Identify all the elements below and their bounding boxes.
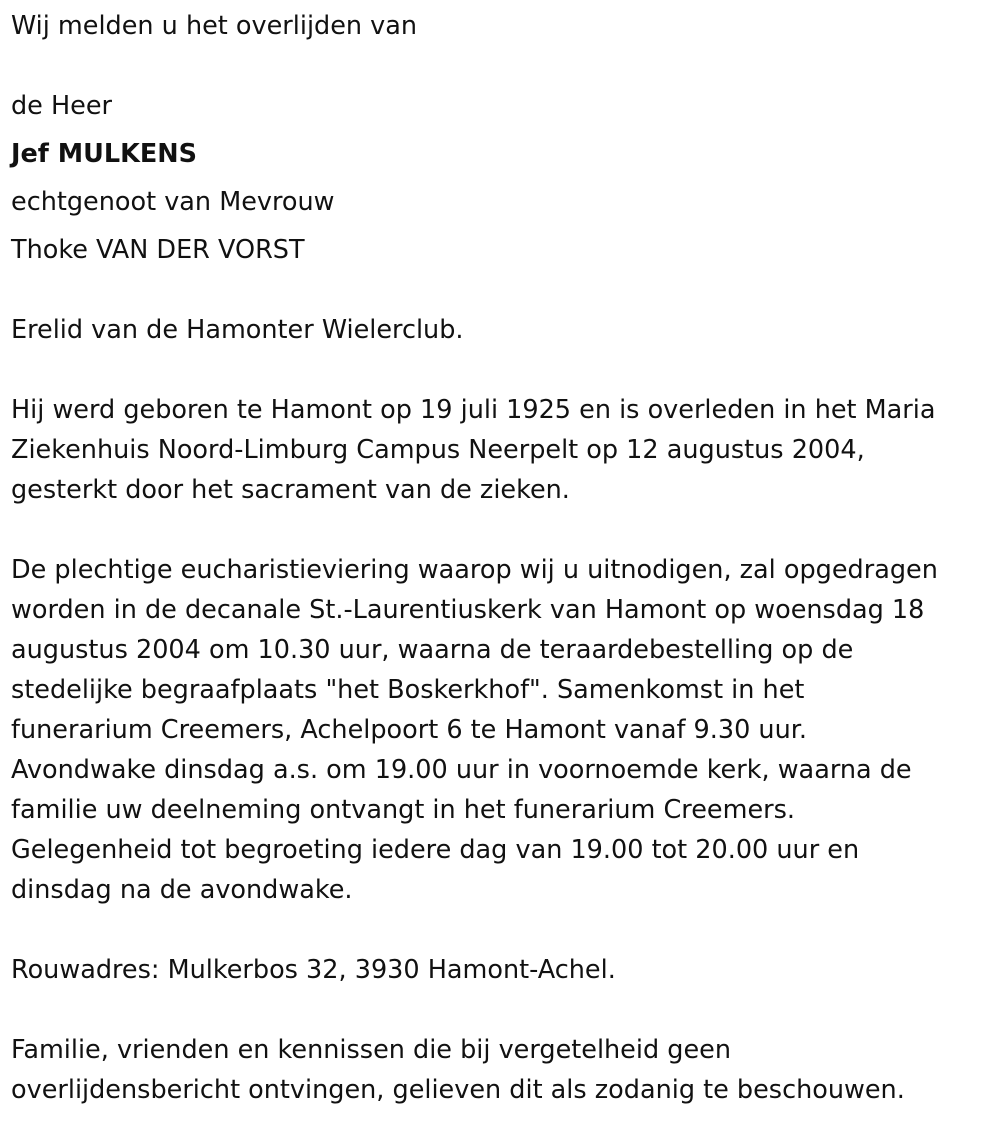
- closing-paragraph: [11, 1030, 991, 1110]
- ceremony-paragraph: [11, 550, 991, 910]
- deceased-name: Jef MULKENS: [11, 139, 197, 169]
- spouse-line-2: Thoke VAN DER VORST: [11, 235, 305, 265]
- paragraph-line: Familie, vrienden en kennissen die bij vergetelheid geen: [11, 1035, 731, 1065]
- paragraph-line: dinsdag na de avondwake.: [11, 875, 353, 905]
- honorary-membership: Erelid van de Hamonter Wielerclub.: [11, 315, 464, 345]
- birth-death-paragraph: [11, 390, 991, 510]
- paragraph-line: Avondwake dinsdag a.s. om 19.00 uur in voornoemde kerk, waarna de: [11, 755, 912, 785]
- paragraph-line: gesterkt door het sacrament van de zieken.: [11, 475, 570, 505]
- paragraph-line: augustus 2004 om 10.30 uur, waarna de teraardebestelling op de: [11, 635, 854, 665]
- paragraph-line: overlijdensbericht ontvingen, gelieven dit als zodanig te beschouwen.: [11, 1075, 905, 1105]
- spouse-line-1: echtgenoot van Mevrouw: [11, 187, 335, 217]
- paragraph-line: Hij werd geboren te Hamont op 19 juli 1925 en is overleden in het Maria: [11, 395, 936, 425]
- paragraph-line: De plechtige eucharistieviering waarop wij u uitnodigen, zal opgedragen: [11, 555, 938, 585]
- paragraph-line: familie uw deelneming ontvangt in het funerarium Creemers.: [11, 795, 796, 825]
- paragraph-line: funerarium Creemers, Achelpoort 6 te Hamont vanaf 9.30 uur.: [11, 715, 807, 745]
- intro-text: Wij melden u het overlijden van: [11, 11, 418, 41]
- paragraph-line: stedelijke begraafplaats "het Boskerkhof". Samenkomst in het: [11, 675, 805, 705]
- paragraph-line: Ziekenhuis Noord-Limburg Campus Neerpelt op 12 augustus 2004,: [11, 435, 865, 465]
- paragraph-line: worden in de decanale St.-Laurentiuskerk van Hamont op woensdag 18: [11, 595, 925, 625]
- paragraph-line: Gelegenheid tot begroeting iedere dag van 19.00 tot 20.00 uur en: [11, 835, 860, 865]
- mourning-address: Rouwadres: Mulkerbos 32, 3930 Hamont-Achel.: [11, 955, 616, 985]
- title-prefix: de Heer: [11, 91, 113, 121]
